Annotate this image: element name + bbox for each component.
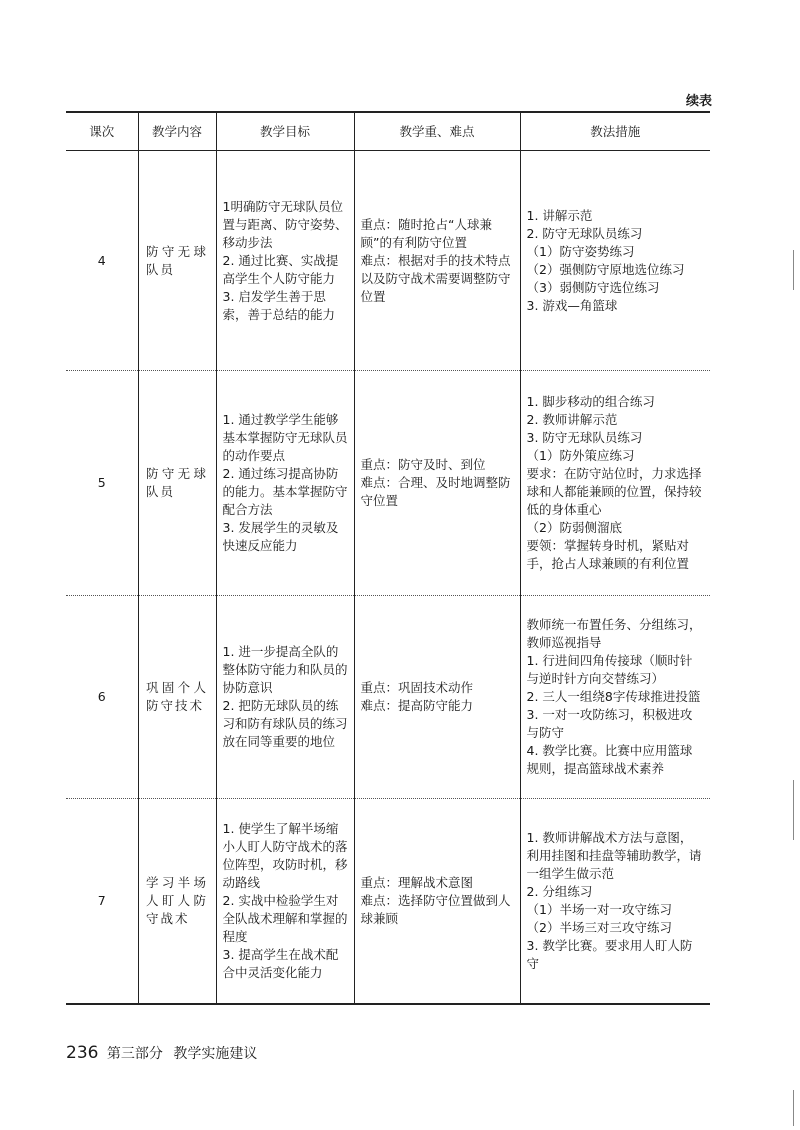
lesson-content-text: 防守无球队员 [146, 466, 208, 499]
table-row [66, 151, 710, 371]
lesson-content [138, 596, 216, 799]
table-row [66, 596, 710, 799]
lesson-goals: 1. 使学生了解半场缩小人盯人防守战术的落位阵型，攻防时机，移动路线 2. 实战中检验学生对全队战术理解和掌握的程度 3. 提高学生在战术配合中灵活变化能力 [216, 799, 354, 1004]
lesson-methods: 1. 脚步移动的组合练习 2. 教师讲解示范 3. 防守无球队员练习 （1）防外策应练习 要求：在防守站位时，力求选择球和人都能兼顾的位置，保持较低的身体重心 （2）防弱侧溜底 要领：掌握转身时机，紧贴对手，抢占人球兼顾的有利位置 [520, 371, 710, 596]
lesson-key-points: 重点：随时抢占“人球兼顾”的有利防守位置 难点：根据对手的技术特点以及防守战术需要调整防守位置 [354, 151, 520, 371]
lesson-methods: 1. 讲解示范 2. 防守无球队员练习 （1）防守姿势练习 （2）强侧防守原地选位练习 （3）弱侧防守选位练习 3. 游戏—角篮球 [520, 151, 710, 371]
lesson-key-points: 重点：防守及时、到位 难点：合理、及时地调整防守位置 [354, 371, 520, 596]
header-content: 教学内容 [138, 112, 216, 151]
header-key-points: 教学重、难点 [354, 112, 520, 151]
lesson-content [138, 151, 216, 371]
page-number: 236 [66, 1043, 99, 1063]
lesson-key-points: 重点：巩固技术动作 难点：提高防守能力 [354, 596, 520, 799]
lesson-methods: 教师统一布置任务、分组练习，教师巡视指导 1. 行进间四角传接球（顺时针与逆时针方向交替练习） 2. 三人一组绕8字传球推进投篮 3. 一对一攻防练习，积极进攻与防守 4. 教学比赛。比赛中应用篮球规则，提高篮球战术素养 [520, 596, 710, 799]
header-lesson: 课次 [66, 112, 138, 151]
lesson-methods: 1. 教师讲解战术方法与意图，利用挂图和挂盘等辅助教学，请一组学生做示范 2. 分组练习 （1）半场一对一攻守练习 （2）半场三对三攻守练习 3. 教学比赛。要求用人盯人防守 [520, 799, 710, 1004]
table-header-row [66, 112, 710, 151]
lesson-content-text: 防守无球队员 [146, 243, 208, 277]
lesson-number: 7 [66, 799, 138, 1004]
lesson-content [138, 371, 216, 596]
lesson-number: 5 [66, 371, 138, 596]
lesson-number: 6 [66, 596, 138, 799]
lesson-content-text: 巩固个人防守技术 [146, 680, 208, 713]
scan-edge-mark [793, 1090, 794, 1126]
lesson-key-points: 重点：理解战术意图 难点：选择防守位置做到人球兼顾 [354, 799, 520, 1004]
lesson-plan-table [66, 111, 710, 1005]
table-row [66, 371, 710, 596]
scan-edge-mark [793, 250, 794, 290]
continued-label: 续表 [685, 94, 712, 109]
scan-edge-mark [793, 780, 794, 840]
lesson-goals: 1明确防守无球队员位置与距离、防守姿势、移动步法 2. 通过比赛、实战提高学生个人防守能力 3. 启发学生善于思索，善于总结的能力 [216, 151, 354, 371]
page-footer [66, 1043, 257, 1063]
footer-section-title: 教学实施建议 [173, 1046, 258, 1062]
header-goals: 教学目标 [216, 112, 354, 151]
lesson-content-text: 学习半场人盯人防守战术 [146, 874, 208, 926]
table-row [66, 799, 710, 1004]
header-methods: 教法措施 [520, 112, 710, 151]
footer-section: 第三部分 [106, 1046, 163, 1062]
lesson-goals: 1. 通过教学学生能够基本掌握防守无球队员的动作要点 2. 通过练习提高协防的能力。基本掌握防守配合方法 3. 发展学生的灵敏及快速反应能力 [216, 371, 354, 596]
lesson-goals: 1. 进一步提高全队的整体防守能力和队员的协防意识 2. 把防无球队员的练习和防有球队员的练习放在同等重要的地位 [216, 596, 354, 799]
lesson-number: 4 [66, 151, 138, 371]
lesson-content [138, 799, 216, 1004]
